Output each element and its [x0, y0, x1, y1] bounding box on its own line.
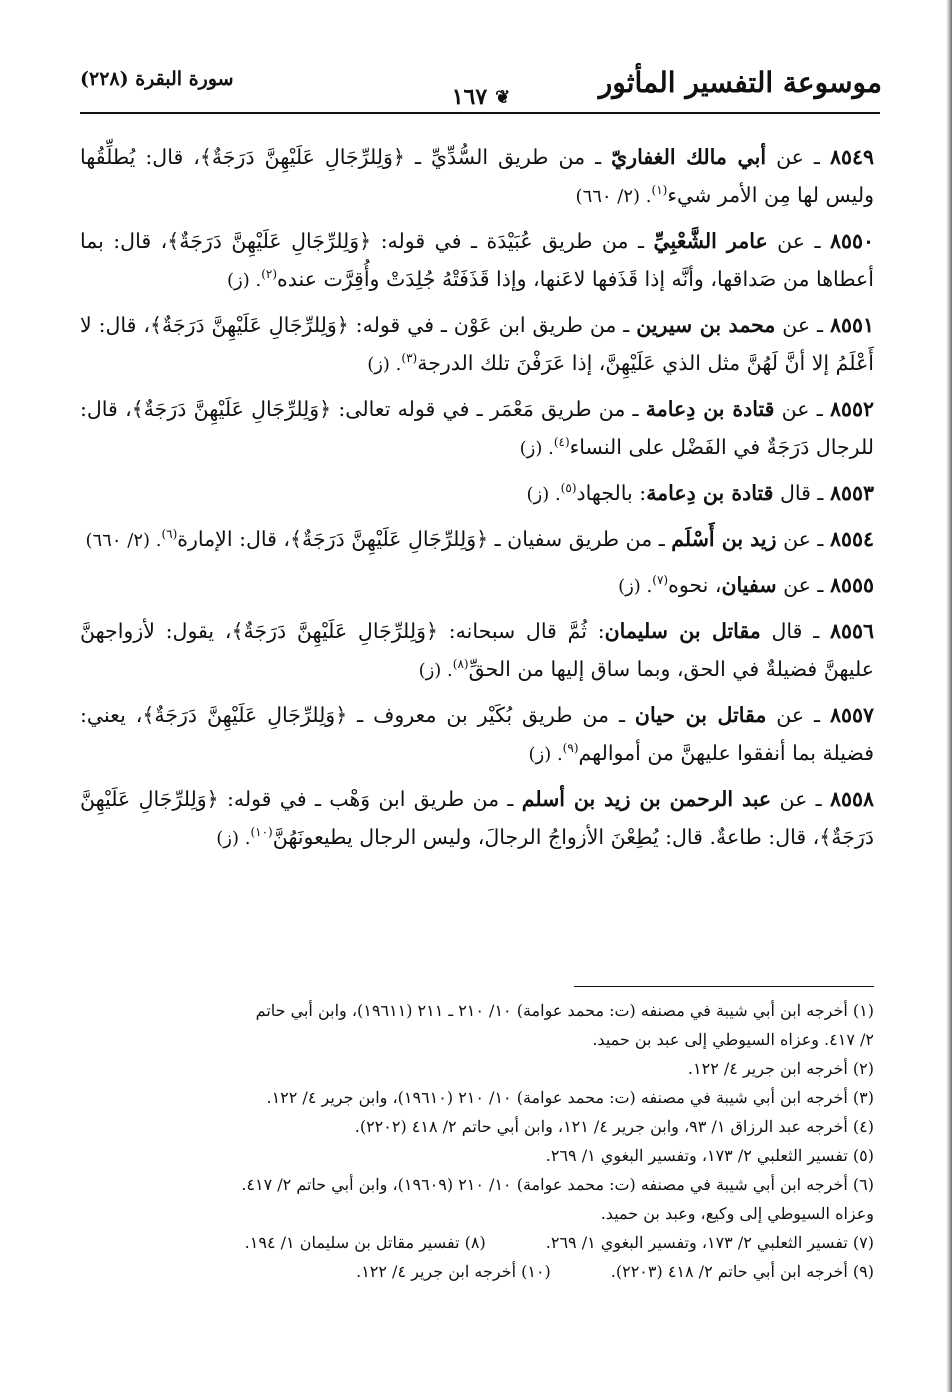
- footnote-1-cont: ٢/ ٤١٧. وعزاه السيوطي إلى عبد بن حميد.: [592, 1030, 874, 1049]
- entry-prefix: ـ عن: [774, 397, 830, 421]
- page-number: ١٦٧: [451, 84, 488, 110]
- footnote-ref[interactable]: (٧): [652, 573, 669, 588]
- entry-prefix: ـ عن: [776, 573, 830, 597]
- footnote-8: (٨) تفسير مقاتل بن سليمان ١/ ١٩٤.: [244, 1233, 486, 1252]
- footnote-ref[interactable]: (٣): [401, 351, 418, 366]
- footnote-ref[interactable]: (٩): [562, 741, 579, 756]
- entry-reference: . (ز): [227, 270, 262, 291]
- footnote-2: (٢) أخرجه ابن جرير ٤/ ١٢٢.: [687, 1059, 874, 1078]
- narrator-name: قتادة بن دِعامة: [645, 397, 775, 421]
- entry-8552: [80, 390, 874, 468]
- page-header: [80, 66, 882, 114]
- footnote-row-9-10: [78, 1257, 874, 1286]
- entry-body: ـ من طريق سفيان ـ ﴿وَلِلرِّجَالِ عَلَيْهِنَّ دَرَجَةٌ﴾، قال: الإمارة: [177, 527, 672, 551]
- surah-label: سورة البقرة (٢٢٨): [80, 68, 234, 90]
- narrator-name: عامر الشَّعْبِيِّ: [653, 229, 768, 253]
- entry-reference: . (ز): [618, 576, 653, 597]
- entry-number: ٨٥٥٨: [829, 787, 874, 811]
- entry-8558: [80, 780, 874, 858]
- entry-body: ـ من طريق بُكَيْر بن معروف ـ ﴿وَلِلرِّجَالِ عَلَيْهِنَّ دَرَجَةٌ﴾، يعني: فضيلة بما أنفقوا عليهنَّ من أموالهم: [80, 703, 874, 765]
- entry-8550: [80, 222, 874, 300]
- entry-reference: . (ز): [526, 484, 561, 505]
- entry-8549: [80, 138, 874, 216]
- entry-body: : بالجهاد: [576, 481, 647, 505]
- entry-8557: [80, 696, 874, 774]
- book-title: موسوعة التفسير المأثور: [598, 66, 882, 99]
- entry-8553: [80, 474, 874, 514]
- footnote-ref[interactable]: (٢): [261, 267, 278, 282]
- entry-reference: . (٢/ ٦٦٠): [85, 530, 162, 551]
- narrator-name: مقاتل بن حيان: [634, 703, 767, 727]
- entry-body: ـ من طريق ابن عَوْن ـ في قوله: ﴿وَلِلرِّجَالِ عَلَيْهِنَّ دَرَجَةٌ﴾، قال: لا أَعْلَمُ إلا أنَّ لَهُنَّ مثل الذي عَلَيْهِنَّ، إذا عَرَفْنَ تلك الدرجة: [80, 313, 874, 375]
- narrator-name: زيد بن أَسْلَم: [671, 527, 777, 551]
- entry-number: ٨٥٥١: [829, 313, 874, 337]
- entry-number: ٨٥٥٧: [829, 703, 874, 727]
- footnote-6: (٦) أخرجه ابن أبي شيبة في مصنفه (ت: محمد عوامة) ١٠/ ٢١٠ (١٩٦٠٩)، وابن أبي حاتم ٢/ ٤١٧.: [241, 1175, 874, 1194]
- main-text: [80, 138, 874, 864]
- footnote-ref[interactable]: (٦): [161, 527, 178, 542]
- footnote-9: (٩) أخرجه ابن أبي حاتم ٢/ ٤١٨ (٢٢٠٣).: [610, 1262, 874, 1281]
- footnote-ref[interactable]: (١٠): [250, 825, 273, 840]
- entry-reference: . (ز): [519, 438, 554, 459]
- narrator-name: قتادة بن دِعامة: [646, 481, 774, 505]
- page-number-box: [452, 84, 511, 110]
- entry-number: ٨٥٥٢: [829, 397, 874, 421]
- entry-reference: . (٢/ ٦٦٠): [575, 186, 652, 207]
- entry-body: ـ من طريق ابن وَهْب ـ في قوله: ﴿وَلِلرِّجَالِ عَلَيْهِنَّ دَرَجَةٌ﴾، قال: طاعةٌ. قال: يُطِعْنَ الأزواجُ الرجالَ، وليس الرجال يطيعونَهُنَّ: [80, 787, 874, 849]
- footnote-4: (٤) أخرجه عبد الرزاق ١/ ٩٣، وابن جرير ٤/ ١٢١، وابن أبي حاتم ٢/ ٤١٨ (٢٢٠٢).: [354, 1117, 874, 1136]
- entry-prefix: ـ عن: [775, 313, 830, 337]
- entry-prefix: ـ عن: [766, 145, 830, 169]
- narrator-name: محمد بن سيرين: [636, 313, 776, 337]
- narrator-name: سفيان: [721, 573, 777, 597]
- entry-number: ٨٥٥٠: [829, 229, 874, 253]
- entry-body: ـ من طريق مَعْمَر ـ في قوله تعالى: ﴿وَلِلرِّجَالِ عَلَيْهِنَّ دَرَجَةٌ﴾، قال: للرجال دَرَجَةٌ في الفَضْل على النساء: [80, 397, 874, 459]
- narrator-name: عبد الرحمن بن زيد بن أسلم: [521, 787, 772, 811]
- footnote-ref[interactable]: (٥): [560, 481, 577, 496]
- footnote-1: (١) أخرجه ابن أبي شيبة في مصنفه (ت: محمد عوامة) ١٠/ ٢١٠ ـ ٢١١ (١٩٦١١)، وابن أبي حاتم: [255, 1001, 874, 1020]
- footnote-ref[interactable]: (٨): [452, 657, 469, 672]
- footnote-10: (١٠) أخرجه ابن جرير ٤/ ١٢٢.: [356, 1262, 551, 1281]
- entry-prefix: ـ عن: [771, 787, 830, 811]
- entry-prefix: ـ قال: [773, 481, 830, 505]
- entry-8554: [80, 520, 874, 560]
- header-divider: [80, 112, 880, 114]
- entry-prefix: ـ قال: [760, 619, 830, 643]
- entry-number: ٨٥٥٤: [829, 527, 874, 551]
- entry-8556: [80, 612, 874, 690]
- entry-body: ـ من طريق عُبَيْدَة ـ في قوله: ﴿وَلِلرِّجَالِ عَلَيْهِنَّ دَرَجَةٌ﴾، قال: بما أعطاها من صَداقها، وأنَّه إذا قَذَفها لاعَنها، وإذا قَذَفَتْهُ جُلِدَتْ وأُقِرَّت عنده: [80, 229, 874, 291]
- entry-reference: . (ز): [367, 354, 402, 375]
- footnote-ref[interactable]: (٤): [553, 435, 570, 450]
- footnote-3: (٣) أخرجه ابن أبي شيبة في مصنفه (ت: محمد عوامة) ١٠/ ٢١٠ (١٩٦١٠)، وابن جرير ٤/ ١٢٢.: [266, 1088, 874, 1107]
- footnote-row-7-8: [78, 1228, 874, 1257]
- narrator-name: أبي مالك الغفاريّ: [611, 145, 767, 169]
- ornament-icon: ❦: [495, 86, 511, 108]
- entry-body: ، نحوه: [668, 573, 722, 597]
- entry-number: ٨٥٥٦: [829, 619, 874, 643]
- footnote-divider: [574, 986, 874, 987]
- entry-body: ـ من طريق السُّدِّيِّ ـ ﴿وَلِلرِّجَالِ عَلَيْهِنَّ دَرَجَةٌ﴾، قال: يُطلِّقُها وليس لها مِن الأمر شيء: [80, 145, 874, 207]
- footnote-ref[interactable]: (١): [651, 183, 668, 198]
- entry-number: ٨٥٥٥: [829, 573, 874, 597]
- footnotes: [78, 996, 874, 1286]
- page-edge-shadow: [946, 0, 952, 1392]
- entry-number: ٨٥٥٣: [829, 481, 874, 505]
- entry-prefix: ـ عن: [766, 703, 830, 727]
- entry-reference: . (ز): [418, 660, 453, 681]
- footnote-6-cont: وعزاه السيوطي إلى وكيع، وعبد بن حميد.: [600, 1204, 874, 1223]
- entry-reference: . (ز): [216, 828, 251, 849]
- entry-body: : ثُمَّ قال سبحانه: ﴿وَلِلرِّجَالِ عَلَيْهِنَّ دَرَجَةٌ﴾، يقول: لأزواجهنَّ عليهنَّ فضيلةٌ في الحق، وبما ساق إليها من الحقِّ: [80, 619, 874, 681]
- entry-prefix: ـ عن: [767, 229, 830, 253]
- entry-reference: . (ز): [528, 744, 563, 765]
- entry-8555: [80, 566, 874, 606]
- narrator-name: مقاتل بن سليمان: [604, 619, 761, 643]
- footnote-5: (٥) تفسير الثعلبي ٢/ ١٧٣، وتفسير البغوي ١/ ٢٦٩.: [545, 1146, 874, 1165]
- footnote-7: (٧) تفسير الثعلبي ٢/ ١٧٣، وتفسير البغوي ١/ ٢٦٩.: [545, 1233, 874, 1252]
- entry-prefix: ـ عن: [776, 527, 830, 551]
- entry-number: ٨٥٤٩: [829, 145, 874, 169]
- entry-8551: [80, 306, 874, 384]
